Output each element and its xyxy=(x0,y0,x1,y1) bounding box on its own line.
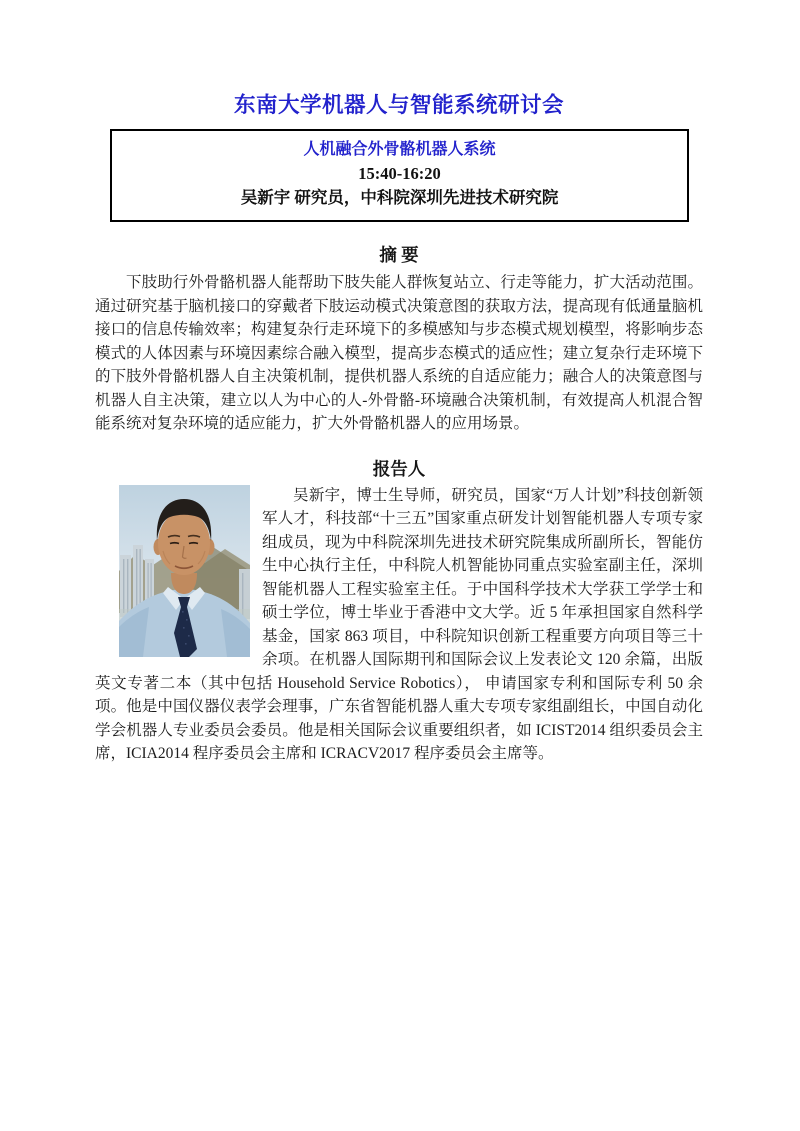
abstract-body: 下肢助行外骨骼机器人能帮助下肢失能人群恢复站立、行走等能力，扩大活动范围。通过研究基于脑机接口的穿戴者下肢运动模式决策意图的获取方法，提高现有低通量脑机接口的信息传输效率；构建复杂行走环境下的多模感知与步态模式规划模型，将影响步态模式的人体因素与环境因素综合融入模型，提高步态模式的适应性；建立复杂行走环境下的下肢外骨骼机器人自主决策机制，提供机器人系统的自适应能力；融合人的决策意图与机器人自主决策，建立以人为中心的人-外骨骼-环境融合决策机制，有效提高人机混合智能系统对复杂环境的适应能力，扩大外骨骼机器人的应用场景。 xyxy=(95,274,703,432)
speaker-portrait-photo xyxy=(119,485,250,657)
speaker-heading: 报告人 xyxy=(372,458,426,479)
abstract-heading: 摘 要 xyxy=(379,245,419,265)
session-speaker-line: 吴新宇 研究员，中科院深圳先进技术研究院 xyxy=(240,188,559,207)
speaker-section xyxy=(95,484,703,766)
speaker-bio: 吴新宇，博士生导师，研究员，国家“万人计划”科技创新领军人才，科技部“十三五”国家重点研发计划智能机器人专项专家组成员，现为中科院深圳先进技术研究院集成所副所长，智能仿生中心执行主任，中科院人机智能协同重点实验室副主任，深圳智能机器人工程实验室主任。于中国科学技术大学获工学学士和硕士学位，博士毕业于香港中文大学。近 5 年承担国家自然科学基金，国家 863 项目，中科院知识创新工程重要方向项目等三十余项。在机器人国际期刊和国际会议上发表论文 120 余篇，出版英文专著二本（其中包括 Household Service Robotics）， 申请国家专利和国际专利 50 余项。他是中国仪器仪表学会理事，广东省智能机器人重大专项专家组副组长，中国自动化学会机器人专业委员会委员。他是相关国际会议重要组织者，如 ICIST2014 组织委员会主席，ICIA2014 程序委员会主席和 ICRACV2017 程序委员会主席等。 xyxy=(95,486,703,762)
session-box xyxy=(110,129,689,222)
speaker-portrait-graphic xyxy=(119,485,250,657)
session-time: 15:40-16:20 xyxy=(358,164,441,183)
session-title: 人机融合外骨骼机器人系统 xyxy=(303,141,496,158)
page-title: 东南大学机器人与智能系统研讨会 xyxy=(233,93,564,117)
